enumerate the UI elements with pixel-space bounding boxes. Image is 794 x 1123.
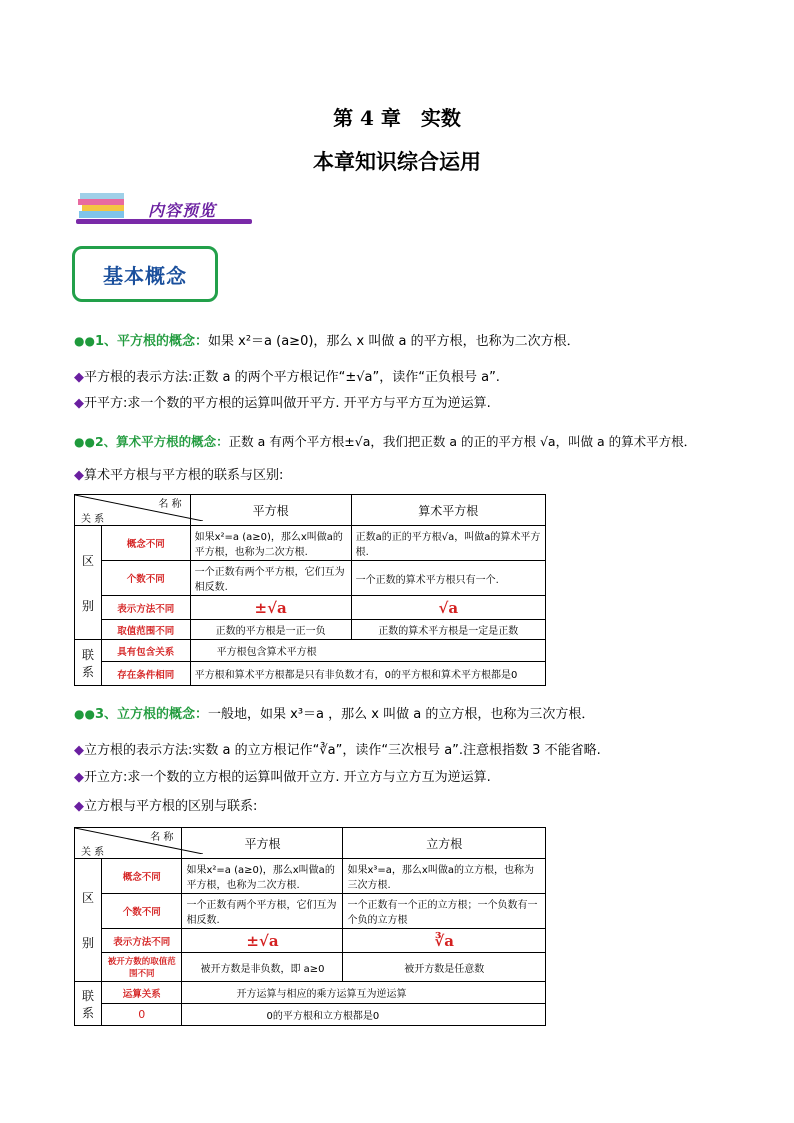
p2-rel-line bbox=[74, 464, 283, 483]
bullet-dots-icon: ●● bbox=[74, 435, 95, 449]
chapter-title: 第 4 章 实数 bbox=[333, 106, 461, 130]
p3-head: 3、立方根的概念： bbox=[94, 707, 208, 722]
table-cell: 被开方数是任意数 bbox=[343, 953, 546, 982]
col-header: 立方根 bbox=[343, 828, 546, 859]
p3-open-line bbox=[74, 766, 491, 785]
table-cell: 开方运算与相应的乘方运算互为逆运算 bbox=[182, 982, 546, 1004]
diamond-icon: ◆ bbox=[74, 743, 84, 758]
p2-body: 正数 a 有两个平方根±√a，我们把正数 a 的正的平方根 √a，叫做 a 的算术平方根． bbox=[228, 434, 697, 449]
chapter-subtitle: 本章知识综合运用 bbox=[313, 149, 481, 174]
corner-top: 名 称 bbox=[158, 499, 182, 510]
table-cell: ±√a bbox=[182, 929, 343, 953]
table-cell: 正数a的正的平方根√a，叫做a的算术平方根. bbox=[351, 526, 545, 561]
p3-open-head: 开立方: bbox=[84, 770, 128, 785]
banner-label: 内容预览 bbox=[148, 201, 217, 220]
row-label: 概念不同 bbox=[102, 526, 191, 561]
side-label: 联系 bbox=[75, 640, 102, 686]
col-header: 平方根 bbox=[190, 495, 351, 526]
corner-bottom: 关 系 bbox=[81, 847, 105, 858]
section-box-label: 基本概念 bbox=[103, 263, 187, 288]
bullet-dots-icon: ●● bbox=[74, 707, 95, 721]
corner-bottom: 关 系 bbox=[81, 514, 105, 525]
table-cell: 如果x²=a (a≥0)，那么x叫做a的平方根，也称为二次方根. bbox=[190, 526, 351, 561]
col-header: 平方根 bbox=[182, 828, 343, 859]
side-label: 联系 bbox=[75, 982, 102, 1026]
p3-line bbox=[74, 703, 594, 722]
table-corner bbox=[75, 495, 191, 526]
table-sqrt-vs-arith bbox=[74, 494, 546, 686]
table-cell: 一个正数有一个正的立方根；一个负数有一个负的立方根 bbox=[343, 894, 546, 929]
bullet-dots-icon: ●● bbox=[74, 334, 95, 348]
p3-body: 一般地，如果 x³＝a ，那么 x 叫做 a 的立方根，也称为三次方根． bbox=[208, 707, 595, 722]
p3-rep-line bbox=[74, 739, 601, 758]
table-cell: 如果x³=a，那么x叫做a的立方根，也称为三次方根. bbox=[343, 859, 546, 894]
diamond-icon: ◆ bbox=[74, 396, 84, 411]
table-cell: 一个正数有两个平方根，它们互为相反数. bbox=[190, 561, 351, 596]
row-label: 表示方法不同 bbox=[102, 929, 182, 953]
row-label: 概念不同 bbox=[102, 859, 182, 894]
row-label: 具有包含关系 bbox=[102, 640, 191, 662]
side-label: 区 别 bbox=[75, 526, 102, 640]
table-cell: ∛a bbox=[343, 929, 546, 953]
side-label: 区 别 bbox=[75, 859, 102, 982]
p2-head: 2、算术平方根的概念： bbox=[94, 434, 229, 449]
row-label: 表示方法不同 bbox=[102, 596, 191, 620]
p1-body: 如果 x²＝a (a≥0)，那么 x 叫做 a 的平方根，也称为二次方根． bbox=[208, 334, 580, 349]
row-label: 被开方数的取值范围不同 bbox=[102, 953, 182, 982]
table-cell: 被开方数是非负数，即 a≥0 bbox=[182, 953, 343, 982]
p1-head: 1、平方根的概念： bbox=[94, 334, 208, 349]
diamond-icon: ◆ bbox=[74, 799, 84, 814]
diamond-icon: ◆ bbox=[74, 468, 84, 483]
row-label: 取值范围不同 bbox=[102, 620, 191, 640]
row-label: 存在条件相同 bbox=[102, 662, 191, 686]
table-cell: 0的平方根和立方根都是0 bbox=[182, 1004, 546, 1026]
col-header: 算术平方根 bbox=[351, 495, 545, 526]
p2-rel: 算术平方根与平方根的联系与区别: bbox=[84, 468, 284, 483]
p3-rel: 立方根与平方根的区别与联系: bbox=[84, 799, 258, 814]
p3-rep-head: 立方根的表示方法: bbox=[84, 743, 193, 758]
table-cell: 一个正数有两个平方根，它们互为相反数. bbox=[182, 894, 343, 929]
p3-rep-body: 实数 a 的立方根记作“∛a”，读作“三次根号 a”.注意根指数 3 不能省略. bbox=[192, 743, 601, 758]
diamond-icon: ◆ bbox=[74, 770, 84, 785]
p1-open-body: 求一个数的平方根的运算叫做开平方. 开平方与平方互为逆运算. bbox=[127, 396, 491, 411]
p1-line bbox=[74, 330, 580, 349]
p1-rep-line bbox=[74, 366, 500, 385]
table-cell: 一个正数的算术平方根只有一个. bbox=[351, 561, 545, 596]
p3-open-body: 求一个数的立方根的运算叫做开立方. 开立方与立方互为逆运算. bbox=[127, 770, 491, 785]
table-cell: ±√a bbox=[190, 596, 351, 620]
table-cell: √a bbox=[351, 596, 545, 620]
table-corner bbox=[75, 828, 182, 859]
corner-top: 名 称 bbox=[150, 832, 174, 843]
p2-line bbox=[74, 432, 696, 450]
row-label: 0 bbox=[102, 1004, 182, 1026]
row-label: 个数不同 bbox=[102, 894, 182, 929]
p1-open-head: 开平方: bbox=[84, 396, 128, 411]
row-label: 运算关系 bbox=[102, 982, 182, 1004]
diamond-icon: ◆ bbox=[74, 370, 84, 385]
table-cell: 正数的算术平方根是一定是正数 bbox=[351, 620, 545, 640]
table-cell: 平方根包含算术平方根 bbox=[190, 640, 545, 662]
p1-rep-head: 平方根的表示方法: bbox=[84, 370, 193, 385]
table-cell: 平方根和算术平方根都是只有非负数才有，0的平方根和算术平方根都是0 bbox=[190, 662, 545, 686]
p1-open-line bbox=[74, 392, 491, 411]
p1-rep-body: 正数 a 的两个平方根记作“±√a”，读作“正负根号 a”. bbox=[192, 370, 500, 385]
table-cell: 正数的平方根是一正一负 bbox=[190, 620, 351, 640]
section-box bbox=[72, 246, 218, 302]
table-sqrt-vs-cbrt bbox=[74, 827, 546, 1026]
row-label: 个数不同 bbox=[102, 561, 191, 596]
p3-rel-line bbox=[74, 795, 257, 814]
table-cell: 如果x²=a (a≥0)，那么x叫做a的平方根，也称为二次方根. bbox=[182, 859, 343, 894]
